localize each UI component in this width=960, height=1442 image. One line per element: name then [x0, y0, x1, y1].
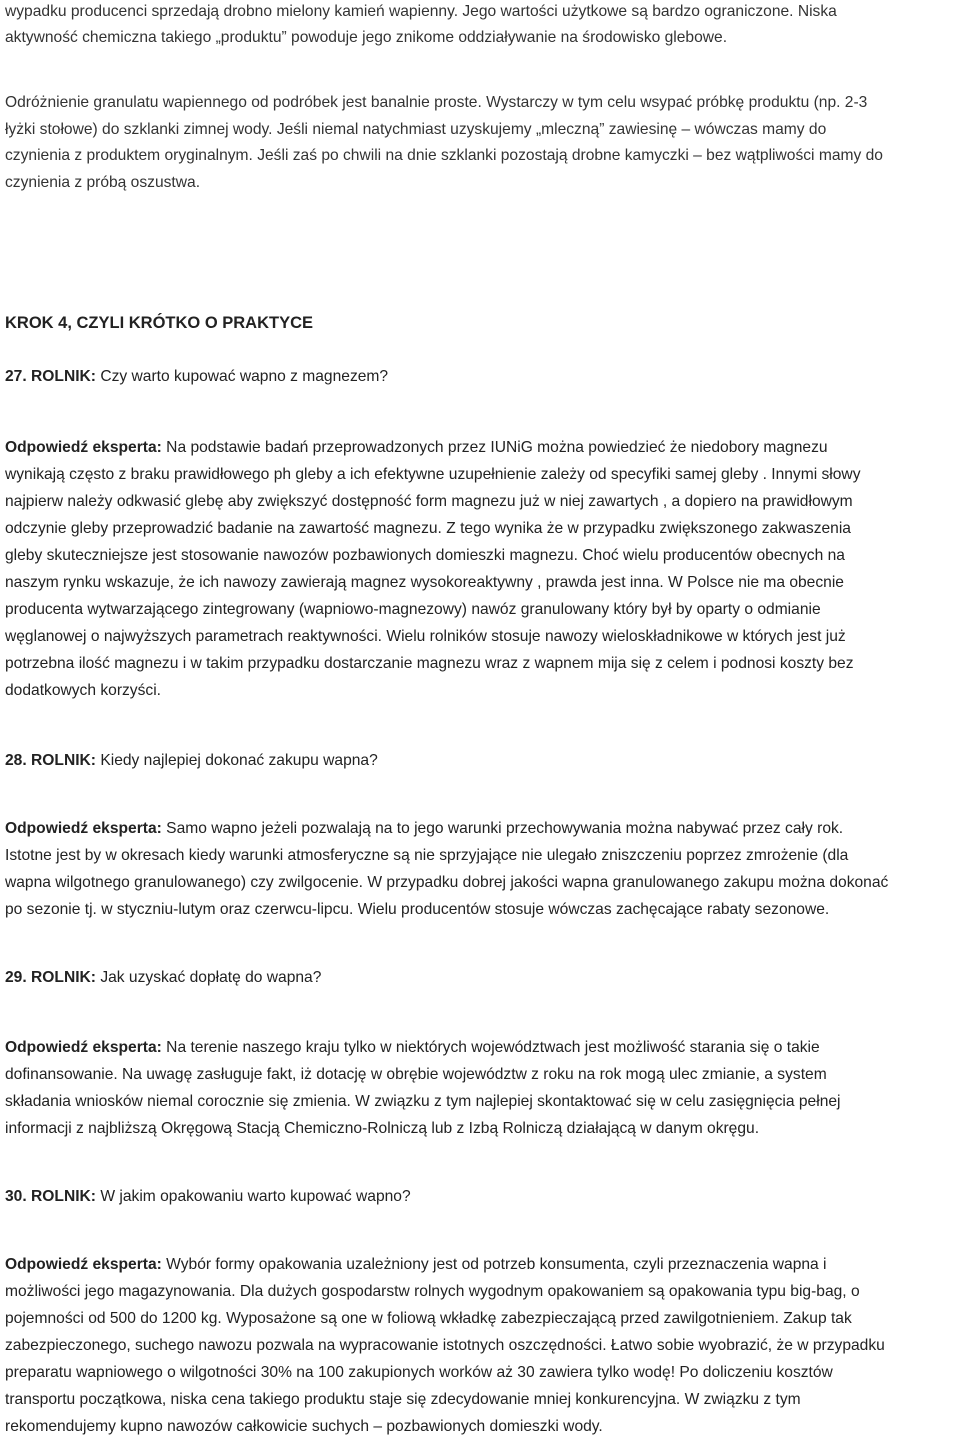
intro-line: wypadku producenci sprzedają drobno mielony kamień wapienny. Jego wartości użytkowe są bardzo ograniczone. Niska: [5, 3, 837, 20]
question-asker: ROLNIK:: [31, 969, 96, 986]
answer-text: Na terenie naszego kraju tylko w niektórych województwach jest możliwość starania się o takie: [161, 1039, 820, 1056]
question-number: 30.: [5, 1188, 27, 1205]
question-27: [5, 367, 388, 387]
answer-text: Wybór formy opakowania uzależniony jest od potrzeb konsumenta, czyli przeznaczenia wapna i: [161, 1256, 827, 1273]
answer-line: Istotne jest by w okresach kiedy warunki atmosferyczne są nie sprzyjające nie ulegało zniszczeniu poprzez zmrożenie (dla: [5, 847, 849, 864]
expert-label: Odpowiedź eksperta:: [5, 820, 162, 837]
answer-line: po sezonie tj. w styczniu-lutym oraz czerwcu-lipcu. Wielu producentów stosuje wówczas zachęcające rabaty sezonowe.: [5, 901, 830, 918]
expert-label: Odpowiedź eksperta:: [5, 1256, 162, 1273]
answer-line: składania wniosków niemal corocznie się zmienia. W związku z tym najlepiej skontaktować się w celu zasięgnięcia pełnej: [5, 1093, 841, 1110]
answer-line: pojemności od 500 do 1200 kg. Wyposażone są one w foliową wkładkę zabezpieczającą przed zawilgotnieniem. Zakup tak: [5, 1310, 852, 1327]
question-text: Kiedy najlepiej dokonać zakupu wapna?: [96, 752, 378, 769]
answer-line: potrzebna ilość magnezu i w takim przypadku dostarczanie magnezu wraz z wapnem mija się z celem i podnosi koszty bez: [5, 655, 854, 672]
answer-line: preparatu wapniowego o wilgotności 30% na 100 zakupionych worków aż 30 zawiera tylko wodę! Po doliczeniu kosztów: [5, 1364, 833, 1381]
answer-line: dodatkowych korzyści.: [5, 682, 161, 699]
answer-line: producenta wytwarzającego zintegrowany (wapniowo-magnezowy) nawóz granulowany który był by oparty o odmianie: [5, 601, 821, 618]
question-asker: ROLNIK:: [31, 1188, 96, 1205]
question-30: [5, 1187, 411, 1207]
answer-line: możliwości jego magazynowania. Dla dużych gospodarstw rolnych wygodnym opakowaniem są opakowania typu big-bag, o: [5, 1283, 860, 1300]
answer-line: gleby skuteczniejsze jest stosowanie nawozów pozbawionych domieszki magnezu. Choć wielu producentów obecnych na: [5, 547, 845, 564]
question-number: 28.: [5, 752, 27, 769]
intro-line: Odróżnienie granulatu wapiennego od podróbek jest banalnie proste. Wystarczy w tym celu wsypać próbkę produktu (np. 2-3: [5, 94, 868, 111]
intro-line: aktywność chemiczna takiego „produktu” powoduje jego znikome oddziaływanie na środowisko glebowe.: [5, 29, 728, 46]
answer-line: zabezpieczonego, suchego nawozu pozwala na wypracowanie istotnych oszczędności. Łatwo sobie wyobrazić, że w przypadku: [5, 1337, 885, 1354]
question-29: [5, 968, 321, 988]
answer-29-first-line: [5, 1038, 820, 1058]
answer-text: Samo wapno jeżeli pozwalają na to jego warunki przechowywania można nabywać przez cały rok.: [161, 820, 844, 837]
answer-line: wynikają często z braku prawidłowego ph gleby a ich efektywne uzupełnienie zależy od specyfiki samej gleby . Innymi słowy: [5, 466, 861, 483]
question-number: 29.: [5, 969, 27, 986]
answer-line: najpierw należy odkwasić glebę aby zwiększyć dostępność form magnezu już w niej zawartych , a dopiero na prawidłowym: [5, 493, 853, 510]
answer-27-first-line: [5, 438, 828, 458]
answer-line: węglanowej o najwyższych parametrach reaktywności. Wielu rolników stosuje nawozy wieloskładnikowe w których jest już: [5, 628, 846, 645]
answer-28-first-line: [5, 819, 843, 839]
intro-line: łyżki stołowe) do szklanki zimnej wody. Jeśli niemal natychmiast uzyskujemy „mleczną” zawiesinę – wówczas mamy do: [5, 121, 827, 138]
question-text: Czy warto kupować wapno z magnezem?: [96, 368, 389, 385]
answer-line: dofinansowanie. Na uwagę zasługuje fakt, iż dotację w obrębie województw z roku na rok mogą ulec zmianie, a system: [5, 1066, 827, 1083]
answer-text: Na podstawie badań przeprowadzonych przez IUNiG można powiedzieć że niedobory magnezu: [161, 439, 828, 456]
answer-line: odczynie gleby przeprowadzić badanie na zawartość magnezu. Z tego wynika że w przypadku zwiększonego zakwaszenia: [5, 520, 851, 537]
section-heading: KROK 4, CZYLI KRÓTKO O PRAKTYCE: [5, 314, 314, 332]
question-number: 27.: [5, 368, 27, 385]
answer-line: wapna wilgotnego granulowanego) czy zwilgocenie. W przypadku dobrej jakości wapna granulowanego zakupu można dokonać: [5, 874, 889, 891]
question-text: W jakim opakowaniu warto kupować wapno?: [96, 1188, 411, 1205]
question-asker: ROLNIK:: [31, 752, 96, 769]
answer-line: transportu początkowa, niska cena takiego produktu staje się zdecydowanie mniej konkurencyjna. W związku z tym: [5, 1391, 801, 1408]
expert-label: Odpowiedź eksperta:: [5, 1039, 162, 1056]
answer-line: rekomendujemy kupno nawozów całkowicie suchych – pozbawionych domieszki wody.: [5, 1418, 603, 1435]
answer-line: naszym rynku wskazuje, że ich nawozy zawierają magnez wysokoreaktywny , prawda jest inna. W Polsce nie ma obecnie: [5, 574, 844, 591]
answer-30-first-line: [5, 1255, 827, 1275]
question-28: [5, 751, 378, 771]
answer-line: informacji z najbliższą Okręgową Stacją Chemiczno-Rolniczą lub z Izbą Rolniczą działającą w danym okręgu.: [5, 1120, 760, 1137]
intro-line: czynienia z próbą oszustwa.: [5, 174, 201, 191]
expert-label: Odpowiedź eksperta:: [5, 439, 162, 456]
question-asker: ROLNIK:: [31, 368, 96, 385]
intro-line: czynienia z produktem oryginalnym. Jeśli zaś po chwili na dnie szklanki pozostają drobne kamyczki – bez wątpliwości mamy do: [5, 147, 883, 164]
question-text: Jak uzyskać dopłatę do wapna?: [96, 969, 322, 986]
